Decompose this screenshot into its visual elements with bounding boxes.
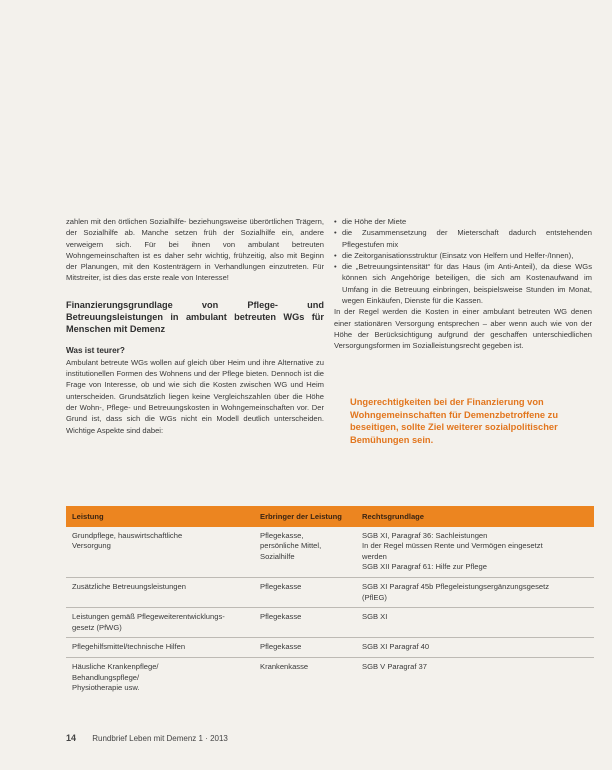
cell-line: Grundpflege, hauswirtschaftliche <box>72 530 183 540</box>
header-rechtsgrundlage: Rechtsgrundlage <box>356 506 594 527</box>
list-item <box>334 250 592 261</box>
page-number: 14 <box>66 733 77 743</box>
right-column <box>334 216 592 352</box>
cell-line: Behandlungspflege/ <box>72 672 140 682</box>
body-paragraph: Ambulant betreute WGs wollen auf gleich über Heim und ihre Alternative zu institutionellen Formen des Wohnens und der Pflege bieten. Dennoch ist die Frage von Interesse, ob und wie sich die Kosten zwischen WG und Heim unterscheiden. Grundsätzlich liegen keine Vergleichszahlen über die Höhe der Wohn-, Pflege- und Betreuungskosten in Wohngemeinschaften vor. Der Grund ist, dass sich die WGs nicht ein Modell deutlich unterscheiden. Wichtige Aspekte sind dabei: <box>66 357 324 435</box>
cell-recht <box>356 608 594 638</box>
cell-erbringer <box>254 577 356 607</box>
cell-erbringer <box>254 527 356 578</box>
cell-leistung <box>66 657 254 697</box>
cell-line: SGB XII Paragraf 61: Hilfe zur Pflege <box>362 562 487 572</box>
bullet-icon: • <box>334 228 337 238</box>
cell-recht <box>356 527 594 578</box>
cell-line: Zusätzliche Betreuungsleistungen <box>72 581 186 591</box>
cell-erbringer <box>254 638 356 658</box>
list-item-text: die „Betreuungsintensität“ für das Haus (im Anti-Anteil), da diese WGs können sich Angehörige beteiligen, die sich am Kostenaufwand im Umfang in die Betreuung einbringen, beispielsweise Stunden im Monat, wegen Einkäufen, Dienste für die Kassen. <box>342 262 592 306</box>
cell-line: werden <box>362 551 387 561</box>
list-item <box>334 216 592 227</box>
cell-line: Sozialhilfe <box>260 551 295 561</box>
cell-line: Krankenkasse <box>260 661 309 671</box>
table-row <box>66 657 594 697</box>
list-item <box>334 261 592 306</box>
cell-line: SGB V Paragraf 37 <box>362 661 428 671</box>
cell-recht <box>356 638 594 658</box>
cell-leistung <box>66 608 254 638</box>
closing-paragraph: In der Regel werden die Kosten in einer ambulant betreuten WG denen einer stationären Versorgung entsprechen – aber wenn auch wie von der Höhe der Berücksichtigung aufgrund der geschaffen unterschiedlichen Versorgungsformen im Sozialleistungsrecht gegeben ist. <box>334 307 592 351</box>
cell-line: Pflegehilfsmittel/technische Hilfen <box>72 642 186 652</box>
list-item-text: die Höhe der Miete <box>342 217 407 226</box>
pull-quote: Ungerechtigkeiten bei der Finanzierung von Wohngemeinschaften für Demenzbetroffene zu beseitigen, sollte Ziel weiterer sozialpolitischer Bemühungen sein. <box>350 397 558 445</box>
table-header-row <box>66 506 594 527</box>
cell-line: Pflegekasse, <box>260 530 304 540</box>
financing-table <box>66 506 594 698</box>
list-item <box>334 227 592 250</box>
table-row <box>66 608 594 638</box>
cell-line: Pflegekasse <box>260 581 302 591</box>
bullet-icon: • <box>334 217 337 226</box>
table-row <box>66 638 594 658</box>
cell-erbringer <box>254 657 356 697</box>
cost-aspects-list <box>334 216 592 306</box>
header-erbringer: Erbringer der Leistung <box>254 506 356 527</box>
cell-leistung <box>66 638 254 658</box>
page-footer <box>66 733 228 743</box>
cell-recht <box>356 577 594 607</box>
publication-name: Rundbrief Leben mit Demenz 1 · 2013 <box>92 734 228 743</box>
cell-line: SGB XI Paragraf 45b Pflegeleistungsergänzungsgesetz <box>362 581 550 591</box>
cell-line: SGB XI Paragraf 40 <box>362 642 430 652</box>
cell-leistung <box>66 527 254 578</box>
intro-paragraph: zahlen mit den örtlichen Sozialhilfe- beziehungsweise überörtlichen Trägern, der Sozialhilfe ab. Manche setzen früh der Sozialhilfe ein, andere verweigern sich. Für bei ihnen von ambulant betreuten Wohngemeinschaften ist es daher sehr wichtig, frühzeitig, also mit Beginn der Planungen, mit den Kostenträgern in Verhandlungen einzutreten. Für Mitstreiter, ist dies das erste reale von Interesse! <box>66 217 324 283</box>
list-item-text: die Zeitorganisationsstruktur (Einsatz von Helfern und Helfer-/Innen), <box>342 250 574 260</box>
cell-line: SGB XI <box>362 612 388 622</box>
cell-line: Physiotherapie usw. <box>72 683 140 693</box>
bullet-icon: • <box>334 262 337 272</box>
cell-line: SGB XI, Paragraf 36: Sachleistungen <box>362 530 488 540</box>
left-column <box>66 216 324 436</box>
cell-line: (PflEG) <box>362 592 387 602</box>
cell-line: persönliche Mittel, <box>260 541 322 551</box>
table-row <box>66 577 594 607</box>
cell-recht <box>356 657 594 697</box>
cell-line: Leistungen gemäß Pflegeweiterentwicklungs- <box>72 612 225 622</box>
cell-line: Pflegekasse <box>260 642 302 652</box>
cell-line: Pflegekasse <box>260 612 302 622</box>
cell-erbringer <box>254 608 356 638</box>
cell-line: Häusliche Krankenpflege/ <box>72 661 159 671</box>
header-leistung: Leistung <box>66 506 254 527</box>
table-row <box>66 527 594 578</box>
cell-line: In der Regel müssen Rente und Vermögen eingesetzt <box>362 541 543 551</box>
bullet-icon: • <box>334 250 337 260</box>
section-heading: Finanzierungsgrundlage von Pflege- und Betreuungsleistungen in ambulant betreuten WGs für Menschen mit Demenz <box>66 299 324 334</box>
subheading-what-is-more-expensive: Was ist teurer? <box>66 345 125 355</box>
cell-line: Versorgung <box>72 541 111 551</box>
list-item-text: die Zusammensetzung der Mieterschaft dadurch entstehenden Pflegestufen mix <box>342 228 592 249</box>
cell-line: gesetz (PfWG) <box>72 622 122 632</box>
cell-leistung <box>66 577 254 607</box>
